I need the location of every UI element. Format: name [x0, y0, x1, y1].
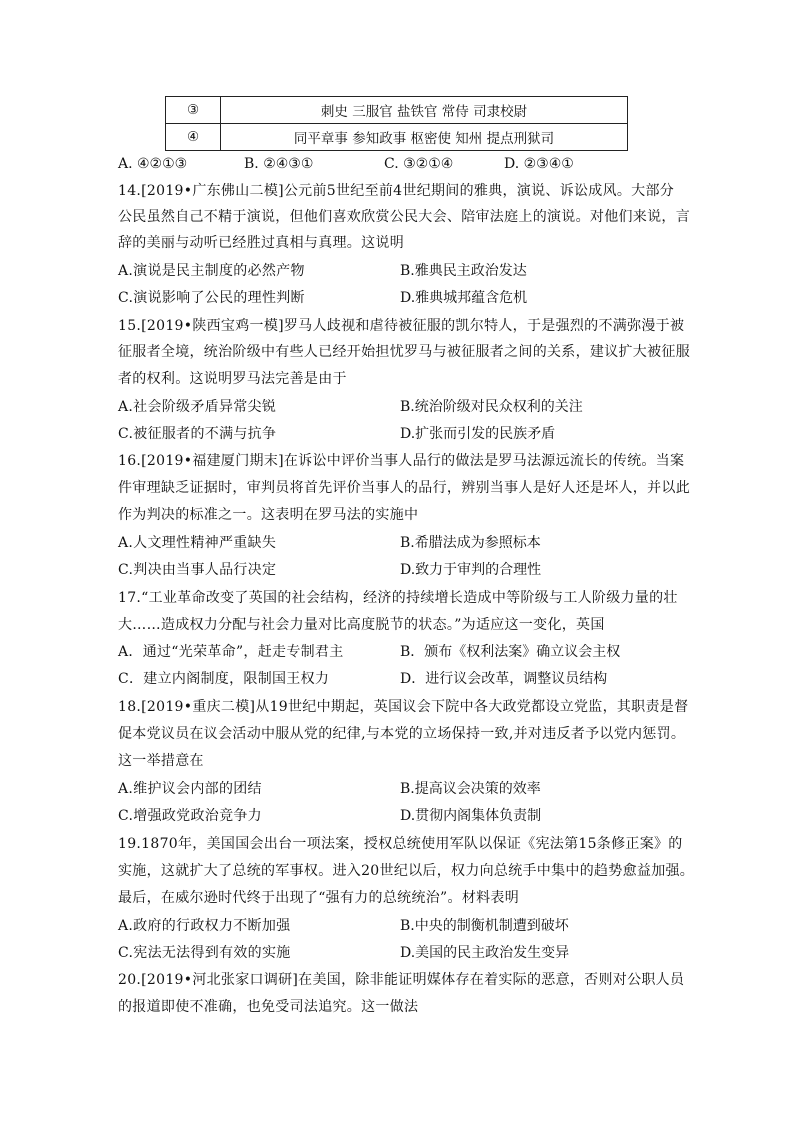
choice-a: A.人文理性精神严重缺失	[118, 535, 277, 551]
question-line: 大……造成权力分配与社会力量对比高度脱节的状态。”为适应这一变化，英国	[118, 617, 605, 633]
choice-d: D.美国的民主政治发生变异	[400, 945, 570, 961]
choice-b: B.统治阶级对民众权利的关注	[400, 399, 583, 415]
question-line: 17.“工业革命改变了英国的社会结构，经济的持续增长造成中等阶级与工人阶级力量的壮	[118, 590, 678, 606]
choice-b: B.提高议会决策的效率	[400, 781, 541, 797]
question-line: 18.[2019•重庆二模]从19世纪中期起，英国议会下院中各大政党都设立党监，其职责是督	[118, 699, 689, 715]
question-line: 件审理缺乏证据时，审判员将首先评价当事人的品行，辨别当事人是好人还是坏人，并以此	[118, 480, 690, 496]
choice-c: C.被征服者的不满与抗争	[118, 426, 277, 442]
choice-d: D.扩张而引发的民族矛盾	[400, 426, 556, 442]
question-line: 16.[2019•福建厦门期末]在诉讼中评价当事人品行的做法是罗马法源远流长的传统。当案	[118, 453, 685, 469]
table-row	[166, 97, 628, 124]
choice-b: B．颁布《权利法案》确立议会主权	[400, 644, 621, 660]
choice-a: A.政府的行政权力不断加强	[118, 918, 291, 934]
choice-d: D.雅典城邦蕴含危机	[400, 290, 528, 306]
question-line: 作为判决的标准之一。这表明在罗马法的实施中	[118, 507, 419, 523]
question-line: 的报道即使不准确，也免受司法追究。这一做法	[118, 999, 419, 1015]
question-line: 20.[2019•河北张家口调研]在美国，除非能证明媒体存在着实际的恶意，否则对公职人员	[118, 972, 685, 988]
choice-b: B.中央的制衡机制遭到破坏	[400, 918, 569, 934]
choice-c: C.增强政党政治竞争力	[118, 808, 262, 824]
choice-c: C.演说影响了公民的理性判断	[118, 290, 305, 306]
choice-a: A.演说是民主制度的必然产物	[118, 263, 305, 279]
table-row-text: 同平章事 参知政事 枢密使 知州 提点刑狱司	[221, 124, 628, 151]
table-row-number: ④	[166, 124, 221, 151]
question-line: 19.1870年，美国国会出台一项法案，授权总统使用军队以保证《宪法第15条修正案》的	[118, 836, 683, 852]
choice-a: A.维护议会内部的团结	[118, 781, 262, 797]
choice-c: C.宪法无法得到有效的实施	[118, 945, 291, 961]
question-line: 15.[2019•陕西宝鸡一模]罗马人歧视和虐待被征服的凯尔特人，于是强烈的不满弥漫于被	[118, 318, 685, 334]
choice-b: B.希腊法成为参照标本	[400, 535, 541, 551]
choice-c: C.判决由当事人品行决定	[118, 562, 277, 578]
choice-d: D. ②③④①	[504, 156, 574, 172]
choice-b: B. ②④③①	[244, 156, 314, 172]
question-line: 征服者全境，统治阶级中有些人已经开始担忧罗马与被征服者之间的关系，建议扩大被征服	[118, 344, 690, 360]
choice-b: B.雅典民主政治发达	[400, 263, 527, 279]
question-line: 最后，在威尔逊时代终于出现了“强有力的总统统治”。材料表明	[118, 890, 520, 906]
choice-d: D.致力于审判的合理性	[400, 562, 542, 578]
question-line: 促本党议员在议会活动中服从党的纪律,与本党的立场保持一致,并对违反者予以党内惩罚。	[118, 726, 686, 742]
choice-c: C．建立内阁制度，限制国王权力	[118, 671, 330, 687]
question-line: 14.[2019•广东佛山二模]公元前5世纪至前4世纪期间的雅典，演说、诉讼成风。大部分	[118, 183, 675, 199]
question-line: 公民虽然自己不精于演说，但他们喜欢欣赏公民大会、陪审法庭上的演说。对他们来说，言	[118, 209, 690, 225]
choice-c: C. ③②①④	[384, 156, 454, 172]
table-row	[166, 124, 628, 151]
question-line: 实施，这就扩大了总统的军事权。进入20世纪以后，权力向总统手中集中的趋势愈益加强。	[118, 863, 695, 879]
choice-a: A. ④②①③	[118, 156, 188, 172]
choice-d: D．进行议会改革，调整议员结构	[400, 671, 608, 687]
table-row-number: ③	[166, 97, 221, 124]
question-line: 这一举措意在	[118, 753, 204, 769]
choice-a: A.社会阶级矛盾异常尖锐	[118, 399, 277, 415]
question-line: 者的权利。这说明罗马法完善是由于	[118, 371, 347, 387]
question-line: 辞的美丽与动听已经胜过真相与真理。这说明	[118, 235, 404, 251]
options-table	[165, 96, 628, 151]
table-row-text: 刺史 三服官 盐铁官 常侍 司隶校尉	[221, 97, 628, 124]
choice-a: A．通过“光荣革命”，赶走专制君主	[118, 644, 344, 660]
choice-d: D.贯彻内阁集体负责制	[400, 808, 542, 824]
